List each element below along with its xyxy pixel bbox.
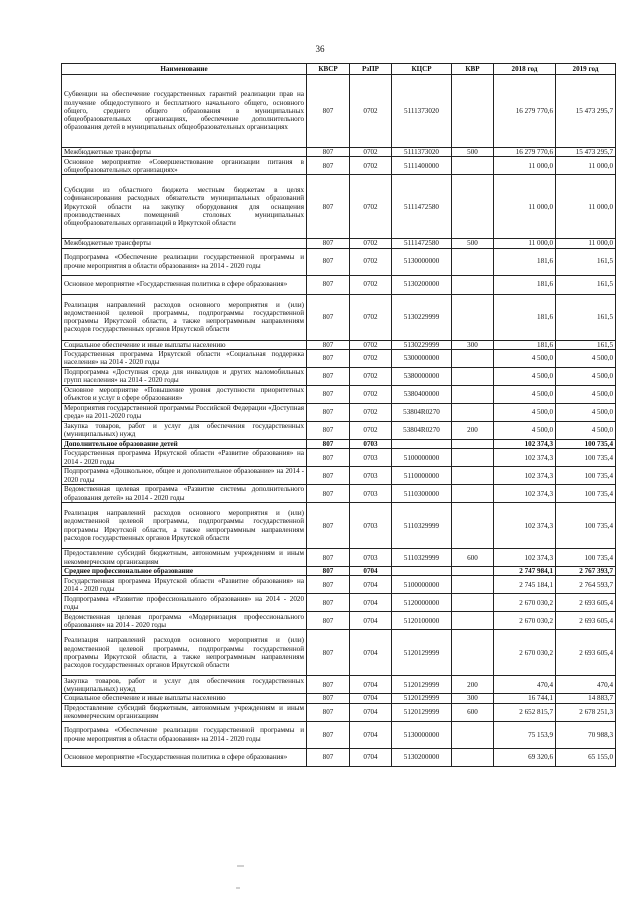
cell-kcsr: 5380400000 <box>392 385 452 403</box>
cell-kvr <box>452 157 494 175</box>
cell-rzpr: 0704 <box>350 676 392 694</box>
cell-kvsr: 807 <box>307 294 350 340</box>
cell-kvr: 300 <box>452 694 494 703</box>
cell-name: Предоставление субсидий бюджетным, автономным учреждениям и иным некоммерческим организациям <box>62 703 307 721</box>
cell-rzpr: 0702 <box>350 421 392 439</box>
cell-kvsr: 807 <box>307 248 350 275</box>
cell-rzpr: 0702 <box>350 367 392 385</box>
cell-name: Социальное обеспечение и иные выплаты населению <box>62 340 307 349</box>
cell-2019: 161,5 <box>556 340 616 349</box>
cell-kvsr: 807 <box>307 439 350 448</box>
cell-name: Подпрограмма «Доступная среда для инвалидов и других маломобильных групп населения» на 2014 - 2020 годы <box>62 367 307 385</box>
cell-name: Государственная программа Иркутской области «Развитие образования» на 2014 - 2020 годы <box>62 449 307 467</box>
cell-kvr <box>452 248 494 275</box>
cell-2019: 11 000,0 <box>556 175 616 239</box>
cell-2018: 4 500,0 <box>494 349 556 367</box>
cell-kcsr: 5120129999 <box>392 703 452 721</box>
cell-kvr <box>452 594 494 612</box>
cell-kcsr: 5130000000 <box>392 248 452 275</box>
cell-2019: 11 000,0 <box>556 239 616 248</box>
cell-kvr: 200 <box>452 676 494 694</box>
cell-2019: 15 473 295,7 <box>556 148 616 157</box>
budget-table <box>61 63 616 767</box>
cell-2018: 16 744,1 <box>494 694 556 703</box>
cell-2018: 69 320,6 <box>494 748 556 766</box>
cell-kvsr: 807 <box>307 175 350 239</box>
cell-kvsr: 807 <box>307 340 350 349</box>
cell-2018: 102 374,3 <box>494 485 556 503</box>
cell-2018: 2 747 984,1 <box>494 567 556 576</box>
table-row <box>62 403 616 421</box>
cell-kvr <box>452 403 494 421</box>
table-row <box>62 367 616 385</box>
cell-kvr: 500 <box>452 148 494 157</box>
cell-kvsr: 807 <box>307 148 350 157</box>
cell-kvsr: 807 <box>307 576 350 594</box>
table-row <box>62 248 616 275</box>
cell-name: Подпрограмма «Обеспечение реализации государственной программы и прочие мероприятия в области образования» на 2014 - 2020 годы <box>62 721 307 748</box>
cell-rzpr: 0702 <box>350 294 392 340</box>
cell-2019: 470,4 <box>556 676 616 694</box>
header-2018: 2018 год <box>494 64 556 75</box>
cell-kcsr: 5300000000 <box>392 349 452 367</box>
cell-2019: 4 500,0 <box>556 421 616 439</box>
cell-kvsr: 807 <box>307 630 350 676</box>
cell-name: Основное мероприятие «Совершенствование организации питания в общеобразовательных организациях» <box>62 157 307 175</box>
cell-2018: 2 652 815,7 <box>494 703 556 721</box>
cell-2019: 100 735,4 <box>556 467 616 485</box>
cell-kcsr: 5111400000 <box>392 157 452 175</box>
table-row <box>62 503 616 549</box>
cell-2018: 470,4 <box>494 676 556 694</box>
cell-kvr <box>452 449 494 467</box>
cell-kvsr: 807 <box>307 549 350 567</box>
cell-2018: 75 153,9 <box>494 721 556 748</box>
cell-rzpr: 0703 <box>350 467 392 485</box>
header-2019: 2019 год <box>556 64 616 75</box>
cell-kcsr: 5111472580 <box>392 239 452 248</box>
cell-kvsr: 807 <box>307 385 350 403</box>
cell-kvr: 500 <box>452 239 494 248</box>
cell-rzpr: 0702 <box>350 349 392 367</box>
cell-name: Социальное обеспечение и иные выплаты населению <box>62 694 307 703</box>
cell-rzpr: 0703 <box>350 485 392 503</box>
cell-2018: 181,6 <box>494 340 556 349</box>
cell-kcsr: 5130229999 <box>392 340 452 349</box>
table-row <box>62 75 616 148</box>
table-row <box>62 594 616 612</box>
cell-kcsr: 5380000000 <box>392 367 452 385</box>
cell-kvr <box>452 175 494 239</box>
cell-kcsr: 5130229999 <box>392 294 452 340</box>
cell-name: Государственная программа Иркутской области «Социальная поддержка населения» на 2014 - 2020 годы <box>62 349 307 367</box>
cell-rzpr: 0703 <box>350 439 392 448</box>
cell-kvsr: 807 <box>307 567 350 576</box>
cell-2019: 100 735,4 <box>556 439 616 448</box>
cell-name: Государственная программа Иркутской области «Развитие образования» на 2014 - 2020 годы <box>62 576 307 594</box>
cell-kvsr: 807 <box>307 748 350 766</box>
table-row <box>62 612 616 630</box>
cell-name: Межбюджетные трансферты <box>62 148 307 157</box>
cell-2018: 181,6 <box>494 294 556 340</box>
cell-kcsr: 5100000000 <box>392 576 452 594</box>
cell-2018: 2 670 030,2 <box>494 612 556 630</box>
cell-name: Мероприятия государственной программы Российской Федерации «Доступная среда» на 2011-2020 годы <box>62 403 307 421</box>
cell-2019: 4 500,0 <box>556 349 616 367</box>
cell-kvr <box>452 485 494 503</box>
cell-name: Межбюджетные трансферты <box>62 239 307 248</box>
cell-2019: 2 693 605,4 <box>556 612 616 630</box>
cell-2018: 102 374,3 <box>494 503 556 549</box>
table-row <box>62 576 616 594</box>
cell-2019: 100 735,4 <box>556 549 616 567</box>
cell-name: Подпрограмма «Дошкольное, общее и дополнительное образование» на 2014 - 2020 годы <box>62 467 307 485</box>
cell-kvr <box>452 612 494 630</box>
cell-name: Основное мероприятие «Государственная политика в сфере образования» <box>62 275 307 294</box>
cell-2019: 70 988,3 <box>556 721 616 748</box>
cell-kcsr: 5110329999 <box>392 549 452 567</box>
cell-2019: 161,5 <box>556 294 616 340</box>
cell-kcsr: 5110300000 <box>392 485 452 503</box>
cell-kvsr: 807 <box>307 75 350 148</box>
cell-2018: 102 374,3 <box>494 439 556 448</box>
cell-2019: 161,5 <box>556 275 616 294</box>
cell-kvr <box>452 275 494 294</box>
cell-2019: 65 155,0 <box>556 748 616 766</box>
header-kcsr: КЦСР <box>392 64 452 75</box>
cell-2018: 16 279 770,6 <box>494 75 556 148</box>
cell-name: Реализация направлений расходов основного мероприятия и (или) ведомственной целевой программы, подпрограммы государственной программы Иркутской области, а также непрограммным направлениям расходов государственных органов Иркутской области <box>62 294 307 340</box>
cell-2018: 2 670 030,2 <box>494 630 556 676</box>
table-row <box>62 567 616 576</box>
cell-2019: 2 767 393,7 <box>556 567 616 576</box>
cell-name: Ведомственная целевая программа «Модернизация профессионального образования» на 2014 - 2020 годы <box>62 612 307 630</box>
cell-name: Закупка товаров, работ и услуг для обеспечения государственных (муниципальных) нужд <box>62 676 307 694</box>
cell-name: Среднее профессиональное образование <box>62 567 307 576</box>
table-row <box>62 175 616 239</box>
page-number: 36 <box>315 44 325 54</box>
cell-rzpr: 0702 <box>350 340 392 349</box>
cell-kvr: 300 <box>452 340 494 349</box>
cell-rzpr: 0702 <box>350 248 392 275</box>
cell-kvr <box>452 576 494 594</box>
cell-2019: 15 473 295,7 <box>556 75 616 148</box>
cell-kvsr: 807 <box>307 449 350 467</box>
cell-2018: 181,6 <box>494 275 556 294</box>
cell-kcsr: 5120100000 <box>392 612 452 630</box>
cell-name: Предоставление субсидий бюджетным, автономным учреждениям и иным некоммерческим организациям <box>62 549 307 567</box>
table-row <box>62 467 616 485</box>
cell-2018: 102 374,3 <box>494 449 556 467</box>
cell-2018: 102 374,3 <box>494 549 556 567</box>
cell-kvr: 600 <box>452 703 494 721</box>
cell-kcsr <box>392 439 452 448</box>
cell-2019: 4 500,0 <box>556 403 616 421</box>
cell-kvsr: 807 <box>307 676 350 694</box>
cell-2018: 4 500,0 <box>494 367 556 385</box>
cell-kcsr: 5100000000 <box>392 449 452 467</box>
cell-kcsr <box>392 567 452 576</box>
cell-kvr <box>452 630 494 676</box>
cell-rzpr: 0702 <box>350 385 392 403</box>
cell-2019: 2 693 605,4 <box>556 630 616 676</box>
cell-rzpr: 0703 <box>350 449 392 467</box>
cell-name: Реализация направлений расходов основного мероприятия и (или) ведомственной целевой программы, подпрограммы государственной программы Иркутской области, а также непрограммным направлениям расходов государственных органов Иркутской области <box>62 630 307 676</box>
table-row <box>62 721 616 748</box>
cell-kvr <box>452 367 494 385</box>
cell-rzpr: 0704 <box>350 721 392 748</box>
cell-kvsr: 807 <box>307 275 350 294</box>
cell-name: Основное мероприятие «Повышение уровня доступности приоритетных объектов и услуг в сфере образования» <box>62 385 307 403</box>
table-row <box>62 385 616 403</box>
cell-kcsr: 5130200000 <box>392 748 452 766</box>
cell-kvr <box>452 439 494 448</box>
cell-rzpr: 0704 <box>350 694 392 703</box>
table-row <box>62 703 616 721</box>
cell-2018: 11 000,0 <box>494 239 556 248</box>
cell-2018: 11 000,0 <box>494 175 556 239</box>
cell-name: Ведомственная целевая программа «Развитие системы дополнительного образования детей» на 2014 - 2020 годы <box>62 485 307 503</box>
cell-name: Субсидии из областного бюджета местным бюджетам в целях софинансирования расходных обязательств муниципальных образований Иркутской области на закупку оборудования для оснащения производственных помещений столовых муниципальных общеобразовательных организаций в Иркутской области <box>62 175 307 239</box>
cell-name: Подпрограмма «Обеспечение реализации государственной программы и прочие мероприятия в области образования» на 2014 - 2020 годы <box>62 248 307 275</box>
cell-kcsr: 5120000000 <box>392 594 452 612</box>
cell-kvr <box>452 567 494 576</box>
table-row <box>62 275 616 294</box>
cell-2018: 181,6 <box>494 248 556 275</box>
cell-rzpr: 0702 <box>350 148 392 157</box>
cell-2019: 161,5 <box>556 248 616 275</box>
cell-2018: 4 500,0 <box>494 385 556 403</box>
cell-kcsr: 5111472580 <box>392 175 452 239</box>
cell-kcsr: 5120129999 <box>392 630 452 676</box>
cell-rzpr: 0704 <box>350 567 392 576</box>
cell-kvsr: 807 <box>307 612 350 630</box>
cell-kcsr: 5120129999 <box>392 676 452 694</box>
cell-2018: 4 500,0 <box>494 403 556 421</box>
header-kvsr: КВСР <box>307 64 350 75</box>
cell-2019: 100 735,4 <box>556 449 616 467</box>
table-body <box>62 75 616 767</box>
cell-kvr <box>452 721 494 748</box>
cell-name: Основное мероприятие «Государственная политика в сфере образования» <box>62 748 307 766</box>
cell-2018: 102 374,3 <box>494 467 556 485</box>
cell-rzpr: 0702 <box>350 175 392 239</box>
cell-rzpr: 0703 <box>350 549 392 567</box>
cell-2019: 2 764 593,7 <box>556 576 616 594</box>
table-row <box>62 148 616 157</box>
cell-2018: 2 670 030,2 <box>494 594 556 612</box>
cell-kcsr: 5110329999 <box>392 503 452 549</box>
cell-rzpr: 0702 <box>350 275 392 294</box>
cell-kvr <box>452 294 494 340</box>
cell-kvsr: 807 <box>307 367 350 385</box>
table-header-row <box>62 64 616 75</box>
cell-2019: 100 735,4 <box>556 503 616 549</box>
header-kvr: КВР <box>452 64 494 75</box>
cell-kvsr: 807 <box>307 594 350 612</box>
cell-2018: 2 745 184,1 <box>494 576 556 594</box>
cell-rzpr: 0703 <box>350 503 392 549</box>
cell-kcsr: 5130000000 <box>392 721 452 748</box>
cell-kvr <box>452 75 494 148</box>
cell-rzpr: 0702 <box>350 403 392 421</box>
cell-kvsr: 807 <box>307 467 350 485</box>
cell-2018: 4 500,0 <box>494 421 556 439</box>
cell-name: Закупка товаров, работ и услуг для обеспечения государственных (муниципальных) нужд <box>62 421 307 439</box>
cell-kvsr: 807 <box>307 349 350 367</box>
cell-kvr: 200 <box>452 421 494 439</box>
cell-rzpr: 0704 <box>350 703 392 721</box>
cell-kcsr: 53804R0270 <box>392 403 452 421</box>
table-row <box>62 676 616 694</box>
cell-kcsr: 5111373020 <box>392 75 452 148</box>
cell-rzpr: 0704 <box>350 612 392 630</box>
table-row <box>62 630 616 676</box>
cell-kvsr: 807 <box>307 485 350 503</box>
cell-kvr <box>452 385 494 403</box>
cell-2018: 16 279 770,6 <box>494 148 556 157</box>
cell-kvsr: 807 <box>307 403 350 421</box>
cell-2019: 100 735,4 <box>556 485 616 503</box>
cell-kvr: 600 <box>452 549 494 567</box>
cell-rzpr: 0704 <box>350 594 392 612</box>
cell-kvr <box>452 748 494 766</box>
table-row <box>62 694 616 703</box>
cell-name: Подпрограмма «Развитие профессионального образования» на 2014 - 2020 годы <box>62 594 307 612</box>
cell-rzpr: 0702 <box>350 157 392 175</box>
cell-rzpr: 0704 <box>350 576 392 594</box>
cell-kcsr: 5110000000 <box>392 467 452 485</box>
cell-kvr <box>452 503 494 549</box>
cell-kcsr: 5120129999 <box>392 694 452 703</box>
header-rzpr: РзПР <box>350 64 392 75</box>
cell-2019: 4 500,0 <box>556 385 616 403</box>
table-row <box>62 449 616 467</box>
table-row <box>62 549 616 567</box>
cell-kvr <box>452 467 494 485</box>
cell-kvsr: 807 <box>307 503 350 549</box>
cell-kvsr: 807 <box>307 703 350 721</box>
table-row <box>62 485 616 503</box>
table-row <box>62 421 616 439</box>
cell-2018: 11 000,0 <box>494 157 556 175</box>
table-row <box>62 349 616 367</box>
cell-rzpr: 0704 <box>350 630 392 676</box>
cell-rzpr: 0702 <box>350 239 392 248</box>
cell-kvr <box>452 349 494 367</box>
cell-rzpr: 0702 <box>350 75 392 148</box>
cell-kvsr: 807 <box>307 157 350 175</box>
cell-name: Дополнительное образование детей <box>62 439 307 448</box>
cell-2019: 11 000,0 <box>556 157 616 175</box>
cell-2019: 4 500,0 <box>556 367 616 385</box>
cell-name: Реализация направлений расходов основного мероприятия и (или) ведомственной целевой программы, подпрограммы государственной программы Иркутской области, а также непрограммным направлениям расходов государственных органов Иркутской области <box>62 503 307 549</box>
cell-kvsr: 807 <box>307 694 350 703</box>
cell-kcsr: 5130200000 <box>392 275 452 294</box>
cell-2019: 14 883,7 <box>556 694 616 703</box>
cell-kcsr: 5111373020 <box>392 148 452 157</box>
table-row <box>62 340 616 349</box>
cell-2019: 2 693 605,4 <box>556 594 616 612</box>
header-name: Наименование <box>62 64 307 75</box>
cell-kvsr: 807 <box>307 421 350 439</box>
table-row <box>62 157 616 175</box>
table-row <box>62 748 616 766</box>
table-row <box>62 439 616 448</box>
cell-rzpr: 0704 <box>350 748 392 766</box>
cell-2019: 2 678 251,3 <box>556 703 616 721</box>
table-row <box>62 294 616 340</box>
cell-name: Субвенции на обеспечение государственных гарантий реализации прав на получение общедоступного и бесплатного начального общего, основного общего, среднего общего образования в муниципальных общеобразовательных организациях, обеспечение дополнительного образования детей в муниципальных общеобразовательных организациях <box>62 75 307 148</box>
cell-kvsr: 807 <box>307 721 350 748</box>
table-row <box>62 239 616 248</box>
cell-kvsr: 807 <box>307 239 350 248</box>
cell-kcsr: 53804R0270 <box>392 421 452 439</box>
